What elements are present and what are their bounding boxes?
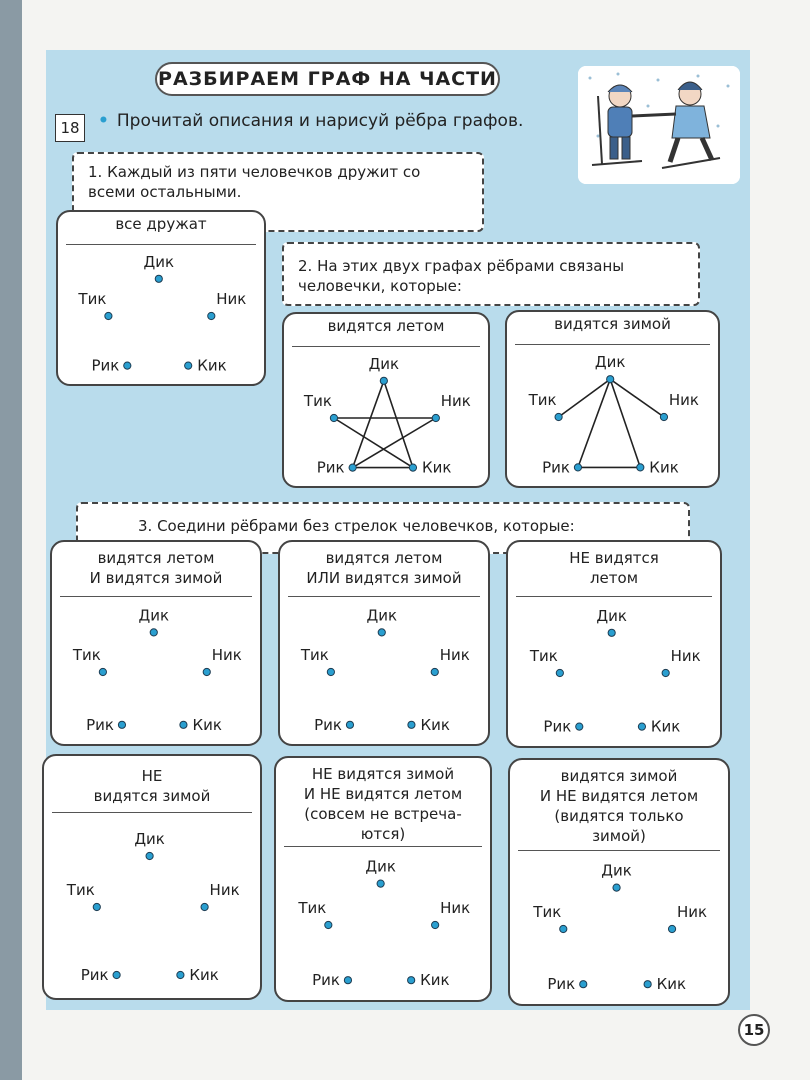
box-caption-line2: И НЕ видятся летом [539, 787, 699, 805]
node-label-nik: Ник [668, 391, 699, 409]
node-rik [574, 464, 581, 471]
graph-box-all-friends [56, 210, 266, 386]
graph-drawing [52, 542, 264, 748]
node-rik [346, 721, 353, 728]
node-label-rik: Рик [312, 971, 340, 990]
graph-drawing [510, 760, 732, 1008]
node-label-dik: Дик [365, 857, 396, 876]
box-caption-line1: видятся летом [325, 549, 443, 567]
node-label-rik: Рик [542, 458, 570, 477]
node-label-nik: Ник [209, 881, 240, 899]
node-nik [432, 414, 439, 421]
graph-box-not-winter [42, 754, 262, 1000]
instruction-text: Прочитай описания и нарисуй рёбра графов. [116, 111, 524, 131]
part1-text-line2: всеми остальными. [88, 183, 242, 201]
box-caption-line2: И НЕ видятся летом [303, 785, 463, 803]
node-label-tik: Тик [66, 881, 95, 899]
box-caption-line3: (видятся только [554, 807, 684, 825]
node-label-rik: Рик [80, 966, 109, 984]
node-label-nik: Ник [440, 899, 471, 917]
node-tik [327, 668, 334, 675]
node-tik [560, 925, 567, 932]
node-nik [431, 668, 438, 675]
task-number: 18 [55, 114, 85, 142]
node-tik [330, 414, 337, 421]
node-label-kik: Кик [420, 971, 450, 990]
node-label-rik: Рик [314, 715, 342, 734]
node-nik [432, 921, 439, 928]
node-tik [325, 921, 332, 928]
box-caption: видятся летом [327, 317, 445, 335]
graph-edge-rik-dik [353, 381, 384, 468]
node-label-tik: Тик [533, 903, 562, 921]
node-rik [576, 723, 583, 730]
node-rik [344, 977, 351, 984]
graph-box-winter [505, 310, 720, 488]
node-label-nik: Ник [216, 290, 247, 308]
node-dik [613, 884, 620, 891]
box-caption-line2: видятся зимой [93, 787, 211, 805]
graph-box-only-winter [508, 758, 730, 1006]
node-label-dik: Дик [134, 830, 165, 848]
graph-drawing [58, 212, 268, 388]
node-tik [105, 312, 112, 319]
bullet-icon: • [98, 111, 109, 131]
node-label-tik: Тик [72, 646, 101, 664]
node-nik [203, 668, 210, 675]
node-label-dik: Дик [143, 252, 175, 271]
node-label-kik: Кик [421, 458, 452, 477]
box-caption-line2: летом [589, 569, 639, 587]
node-label-dik: Дик [138, 606, 170, 625]
node-dik [146, 852, 153, 859]
graph-edge-dik-kik [384, 381, 413, 468]
part2-text-line1: 2. На этих двух графах рёбрами связаны [298, 257, 625, 275]
node-label-tik: Тик [303, 392, 332, 410]
box-caption-line1: НЕ [141, 767, 163, 785]
node-tik [99, 668, 106, 675]
node-label-dik: Дик [366, 606, 398, 625]
node-kik [408, 721, 415, 728]
box-caption-line2: И видятся зимой [89, 569, 223, 587]
node-nik [668, 925, 675, 932]
node-kik [644, 981, 651, 988]
graph-box-not-summer [506, 540, 722, 748]
node-rik [349, 464, 356, 471]
box-caption-line1: видятся зимой [560, 767, 678, 785]
node-dik [380, 377, 387, 384]
node-label-kik: Кик [189, 966, 219, 984]
node-label-kik: Кик [649, 458, 679, 477]
node-kik [180, 721, 187, 728]
node-label-nik: Ник [677, 903, 708, 921]
node-nik [660, 413, 667, 420]
graph-box-summer-or-winter [278, 540, 490, 746]
node-label-kik: Кик [656, 975, 687, 994]
node-tik [93, 903, 100, 910]
node-nik [662, 669, 669, 676]
part1-text-line1: 1. Каждый из пяти человечков дружит со [88, 163, 421, 181]
task-instruction [98, 111, 523, 131]
box-caption-line2: ИЛИ видятся зимой [306, 569, 462, 587]
node-label-dik: Дик [596, 606, 627, 625]
part2-description [282, 242, 700, 306]
graph-drawing [280, 542, 492, 748]
box-caption-line1: видятся летом [97, 549, 215, 567]
node-label-tik: Тик [298, 899, 327, 917]
page-title: РАЗБИРАЕМ ГРАФ НА ЧАСТИ [155, 62, 500, 96]
node-rik [124, 362, 131, 369]
box-caption: все дружат [115, 215, 207, 233]
node-tik [556, 669, 563, 676]
graph-drawing [44, 756, 264, 1002]
graph-edge-tik-kik [334, 418, 413, 468]
graph-drawing [508, 542, 724, 750]
node-label-kik: Кик [420, 715, 450, 734]
graph-drawing [276, 758, 494, 1004]
node-dik [377, 880, 384, 887]
node-label-kik: Кик [650, 717, 681, 736]
node-dik [150, 629, 157, 636]
node-label-dik: Дик [601, 861, 632, 880]
graph-box-summer [282, 312, 490, 488]
node-dik [378, 629, 385, 636]
node-rik [118, 721, 125, 728]
node-label-rik: Рик [91, 356, 120, 375]
node-dik [607, 376, 614, 383]
node-label-tik: Тик [78, 290, 107, 308]
node-label-kik: Кик [192, 715, 222, 734]
node-label-rik: Рик [547, 975, 576, 994]
graph-drawing [284, 314, 492, 490]
node-nik [208, 312, 215, 319]
box-caption-line1: НЕ видятся [569, 549, 659, 567]
node-kik [177, 971, 184, 978]
node-kik [637, 464, 644, 471]
node-rik [580, 981, 587, 988]
graph-drawing [507, 312, 722, 490]
node-label-dik: Дик [368, 354, 400, 373]
node-label-tik: Тик [529, 647, 558, 665]
box-caption: видятся зимой [554, 315, 671, 333]
skiers-illustration [578, 66, 740, 184]
graph-edge-dik-rik [578, 379, 610, 467]
node-label-tik: Тик [528, 391, 557, 409]
node-kik [638, 723, 645, 730]
part3-text: 3. Соедини рёбрами без стрелок человечков, которые: [138, 517, 575, 535]
node-dik [608, 629, 615, 636]
graph-box-summer-and-winter [50, 540, 262, 746]
node-label-rik: Рик [86, 715, 114, 734]
node-rik [113, 971, 120, 978]
part2-text-line2: человечки, которые: [298, 277, 462, 295]
node-kik [408, 977, 415, 984]
node-label-nik: Ник [440, 392, 471, 410]
page-number: 15 [738, 1014, 770, 1046]
node-kik [409, 464, 416, 471]
node-label-dik: Дик [594, 353, 626, 372]
node-label-rik: Рик [543, 717, 572, 736]
node-label-nik: Ник [670, 647, 701, 665]
node-dik [155, 275, 162, 282]
node-label-rik: Рик [316, 458, 345, 477]
node-label-tik: Тик [300, 646, 329, 664]
graph-box-never-meet [274, 756, 492, 1002]
node-kik [185, 362, 192, 369]
graph-edge-dik-kik [610, 379, 640, 467]
node-label-kik: Кик [197, 356, 227, 375]
box-caption-line4: зимой) [592, 827, 646, 845]
box-caption-line3: (совсем не встреча- [304, 805, 462, 823]
node-label-nik: Ник [211, 646, 242, 664]
node-tik [555, 413, 562, 420]
node-nik [201, 903, 208, 910]
graph-edge-dik-nik [610, 379, 664, 417]
box-caption-line4: ются) [360, 825, 406, 843]
box-caption-line1: НЕ видятся зимой [311, 765, 455, 783]
node-label-nik: Ник [439, 646, 470, 664]
